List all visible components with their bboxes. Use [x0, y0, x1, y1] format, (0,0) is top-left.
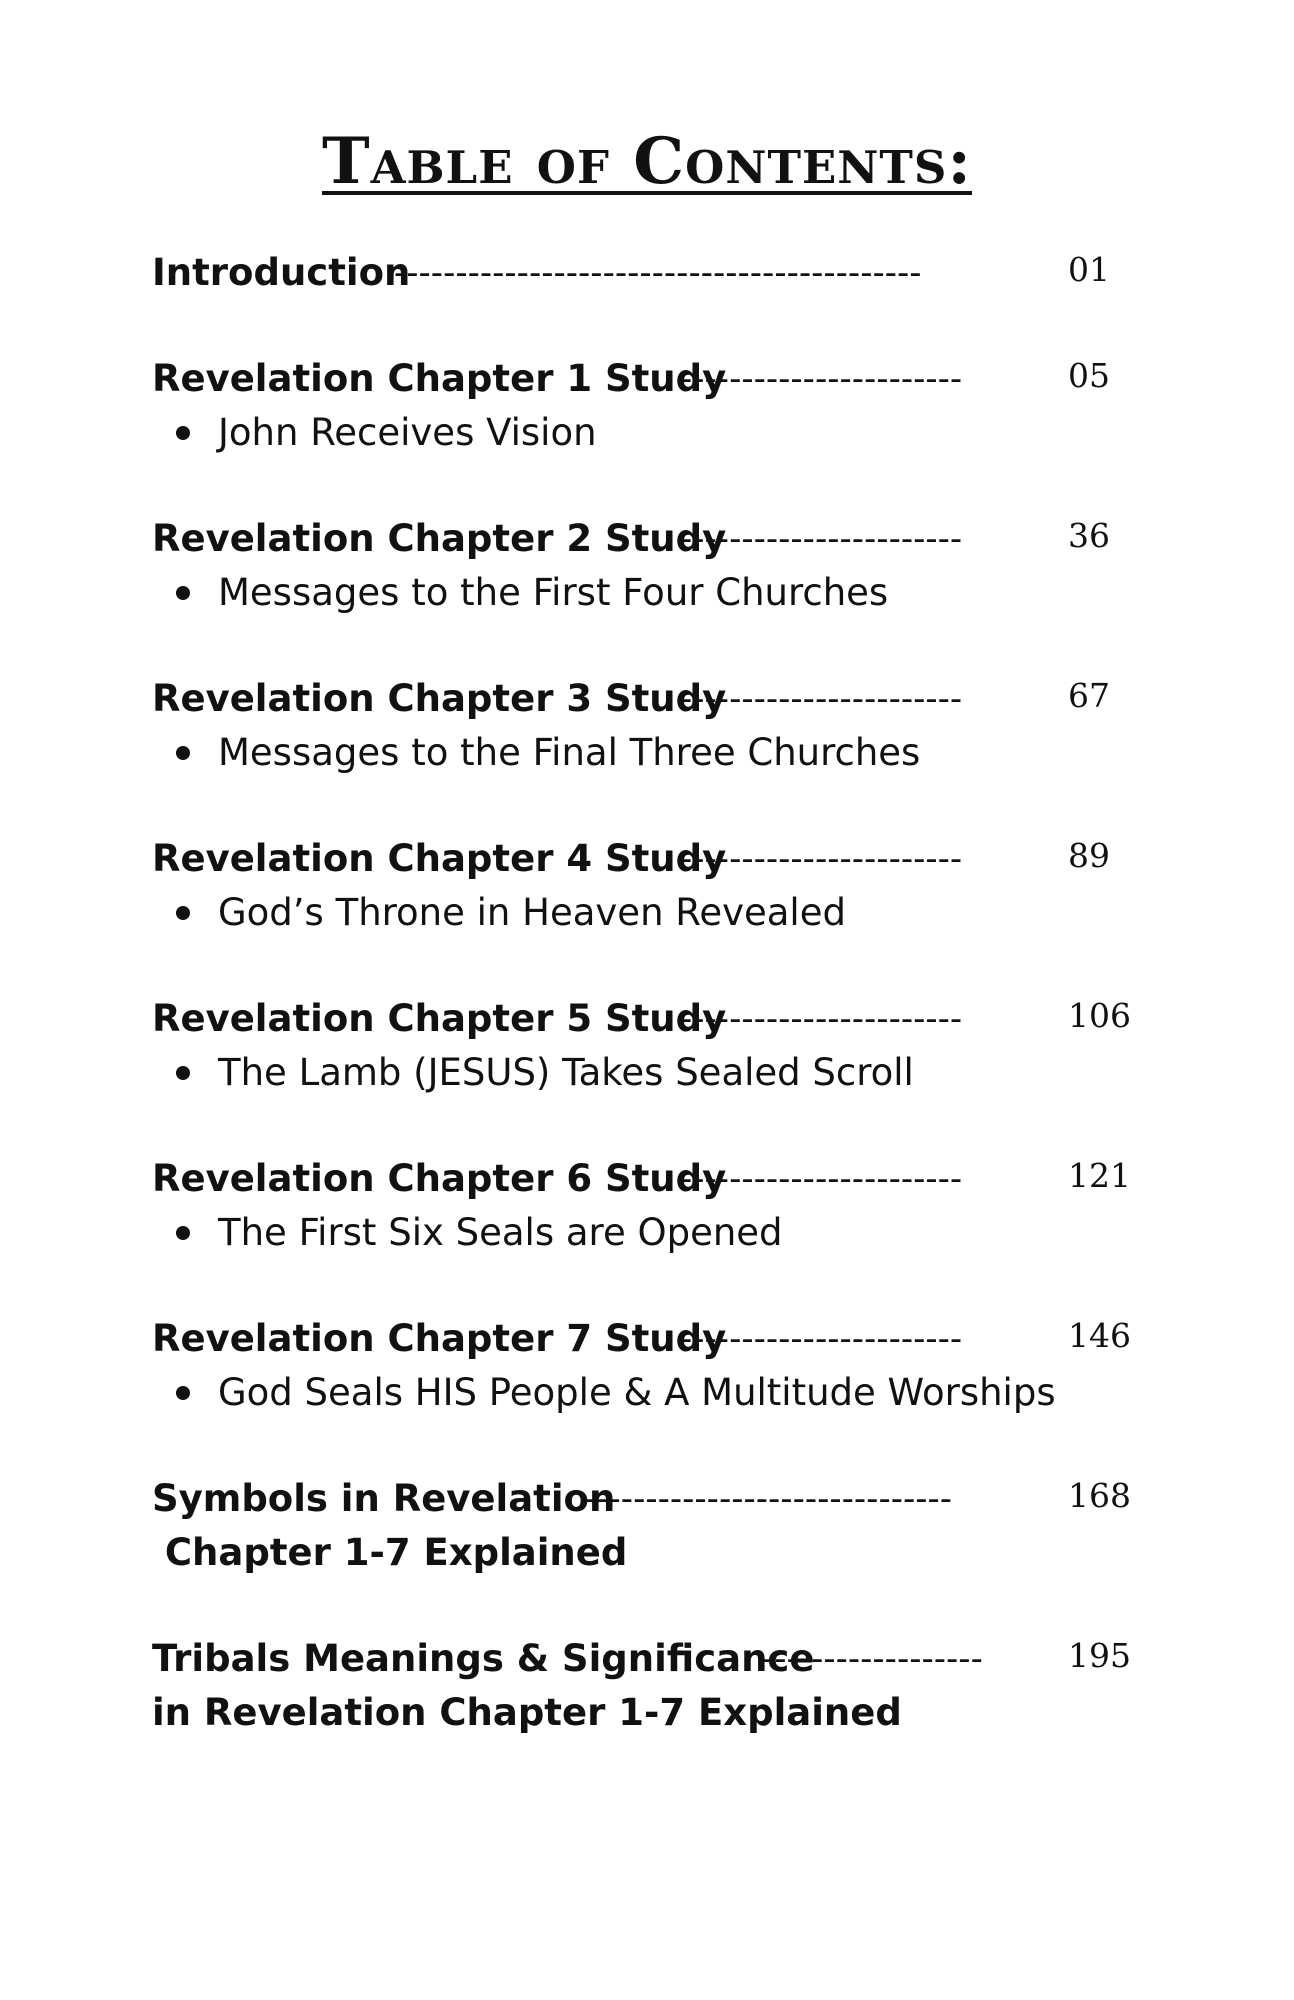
dot-leader: -----------------------: [680, 999, 963, 1039]
toc-subitem-label: God’s Throne in Heaven Revealed: [218, 891, 846, 934]
toc-entry-symbols[interactable]: [152, 1472, 1152, 1580]
toc-entry-chapter-4[interactable]: [152, 832, 1152, 940]
toc-heading: Revelation Chapter 5 Study: [152, 997, 727, 1040]
toc-subitem: [152, 726, 1152, 780]
page-number: 89: [1068, 836, 1110, 875]
toc-entry-chapter-6[interactable]: [152, 1152, 1152, 1260]
toc-heading: Symbols in Revelation: [152, 1477, 616, 1520]
toc-heading: Tribals Meanings & Significance: [152, 1637, 815, 1680]
bullet-icon: [176, 1066, 190, 1080]
bullet-icon: [176, 426, 190, 440]
toc-heading: Revelation Chapter 7 Study: [152, 1317, 727, 1360]
toc-subitem-label: The Lamb (JESUS) Takes Sealed Scroll: [218, 1051, 914, 1094]
toc-heading: Introduction: [152, 251, 411, 294]
toc-heading: Revelation Chapter 2 Study: [152, 517, 727, 560]
dot-leader: -----------------------: [680, 679, 963, 719]
dot-leader: -------------------------------------------: [394, 253, 922, 293]
toc-subitem: [152, 1046, 1152, 1100]
toc-subitem-label: Messages to the First Four Churches: [218, 571, 889, 614]
toc-subitem-label: The First Six Seals are Opened: [218, 1211, 783, 1254]
dot-leader: -----------------------: [680, 1319, 963, 1359]
page-number: 168: [1068, 1476, 1131, 1515]
page-number: 106: [1068, 996, 1131, 1035]
page-number: 36: [1068, 516, 1110, 555]
toc-subitem: [152, 886, 1152, 940]
page-title: [0, 124, 1294, 199]
toc-subitem: [152, 1366, 1152, 1420]
bullet-icon: [176, 586, 190, 600]
bullet-icon: [176, 1226, 190, 1240]
page-number: 05: [1068, 356, 1110, 395]
toc-subitem: [152, 566, 1152, 620]
toc-heading-continuation: in Revelation Chapter 1-7 Explained: [152, 1691, 902, 1734]
toc-entry-chapter-2[interactable]: [152, 512, 1152, 620]
toc-entry-chapter-3[interactable]: [152, 672, 1152, 780]
toc-heading-continuation: Chapter 1-7 Explained: [152, 1531, 628, 1574]
toc-heading: Revelation Chapter 1 Study: [152, 357, 727, 400]
page-title-text: Table of Contents:: [321, 124, 973, 199]
toc-entry-chapter-1[interactable]: [152, 352, 1152, 460]
toc-subitem-label: Messages to the Final Three Churches: [218, 731, 921, 774]
toc-subitem: [152, 1206, 1152, 1260]
toc-subitem-label: John Receives Vision: [218, 411, 597, 454]
dot-leader: -----------------------: [680, 359, 963, 399]
bullet-icon: [176, 906, 190, 920]
page-number: 67: [1068, 676, 1110, 715]
bullet-icon: [176, 746, 190, 760]
toc-entry-tribals[interactable]: [152, 1632, 1152, 1740]
dot-leader: ------------------------------: [584, 1479, 953, 1519]
bullet-icon: [176, 1386, 190, 1400]
toc-heading: Revelation Chapter 3 Study: [152, 677, 727, 720]
dot-leader: -----------------------: [680, 1159, 963, 1199]
page-number: 195: [1068, 1636, 1131, 1675]
page-number: 121: [1068, 1156, 1131, 1195]
dot-leader: -----------------------: [680, 839, 963, 879]
toc-entry-chapter-7[interactable]: [152, 1312, 1152, 1420]
page-number: 146: [1068, 1316, 1131, 1355]
toc-subitem-label: God Seals HIS People & A Multitude Worships: [218, 1371, 1056, 1414]
page-number: 01: [1068, 250, 1110, 289]
toc-heading: Revelation Chapter 4 Study: [152, 837, 727, 880]
dot-leader: -----------------------: [680, 519, 963, 559]
toc-entry-chapter-5[interactable]: [152, 992, 1152, 1100]
toc-heading: Revelation Chapter 6 Study: [152, 1157, 727, 1200]
toc-entry-introduction[interactable]: [152, 246, 1152, 300]
dot-leader: ------------------: [762, 1639, 983, 1679]
toc-subitem: [152, 406, 1152, 460]
